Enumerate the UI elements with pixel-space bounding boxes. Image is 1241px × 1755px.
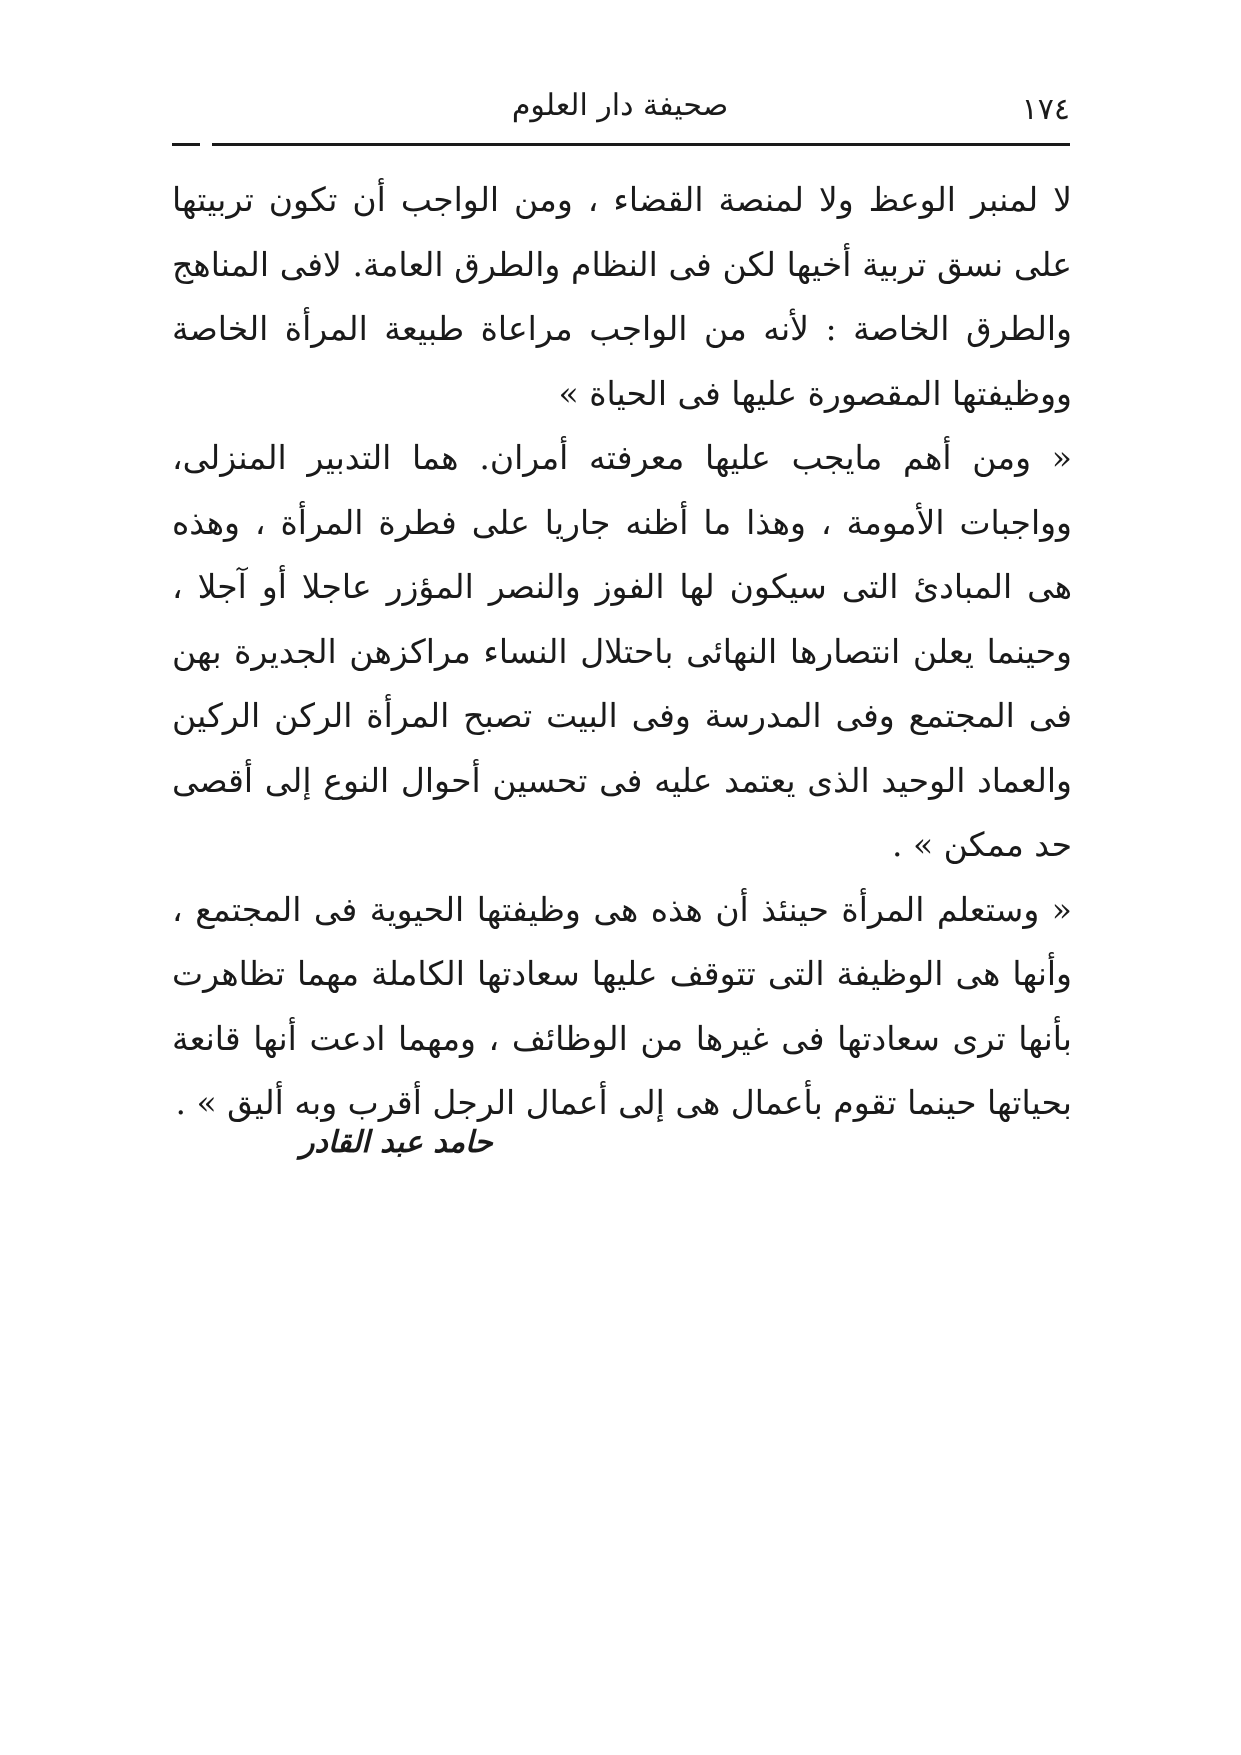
header-rule	[212, 143, 1070, 146]
body-text	[172, 168, 1072, 1136]
page-header	[170, 88, 1070, 148]
paragraph-2: « ومن أهم مايجب عليها معرفته أمران. هما التدبير المنزلى، وواجبات الأمومة ، وهذا ما أظنه جاريا على فطرة المرأة ، وهذه هى المبادئ التى سيكون لها الفوز والنصر المؤزر عاجلا أو آجلا ، وحينما يعلن انتصارها النهائى باحتلال النساء مراكزهن الجديرة بهن فى المجتمع وفى المدرسة وفى البيت تصبح المرأة الركن الركين والعماد الوحيد الذى يعتمد عليه فى تحسين أحوال النوع إلى أقصى حد ممكن » .	[172, 438, 1072, 864]
paragraph-3: « وستعلم المرأة حينئذ أن هذه هى وظيفتها الحيوية فى المجتمع ، وأنها هى الوظيفة التى تتوقف عليها سعادتها الكاملة مهما تظاهرت بأنها ترى سعادتها فى غيرها من الوظائف ، ومهما ادعت أنها قانعة بحياتها حينما تقوم بأعمال هى إلى أعمال الرجل أقرب وبه أليق » .	[172, 889, 1072, 1122]
header-rule-end	[172, 143, 200, 146]
page-number: ١٧٤	[1021, 92, 1070, 127]
running-title: صحيفة دار العلوم	[511, 88, 729, 123]
paragraph-1: لا لمنبر الوعظ ولا لمنصة القضاء ، ومن الواجب أن تكون تربيتها على نسق تربية أخيها لكن فى النظام والطرق العامة. لافى المناهج والطرق الخاصة : لأنه من الواجب مراعاة طبيعة المرأة الخاصة ووظيفتها المقصورة عليها فى الحياة »	[172, 180, 1072, 413]
author-signature: حامد عبد القادر	[300, 1125, 493, 1160]
